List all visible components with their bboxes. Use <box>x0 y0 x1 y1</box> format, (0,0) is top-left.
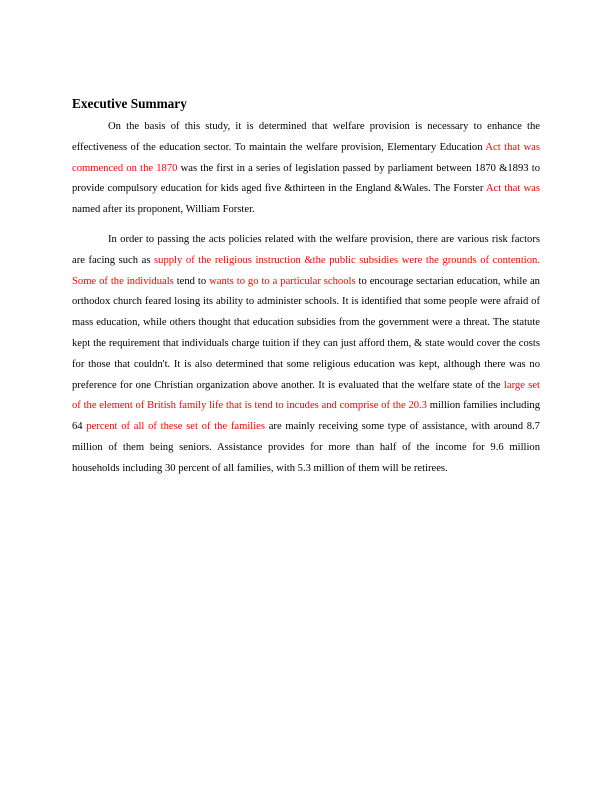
highlighted-text: Act that was commenced on the 1870 <box>72 141 540 174</box>
paragraph-1-run: was the first in a series of legislation passed by parliament between 1870 &1893 to provide compulsory education for kids aged five &thirteen in the England &Wales. The Forster <box>72 162 540 195</box>
section-heading: Executive Summary <box>72 96 187 111</box>
paragraph-2-run: are mainly receiving some type of assistance, with around 8.7 million of them being seniors. Assistance provides for more than half of the income for 9.6 million households including 30 percent of all families, with 5.3 million of them will be retirees. <box>72 421 540 474</box>
paragraph-2-run: In order to passing the acts policies related with the welfare provision, there are various risk factors are facing such as <box>72 233 540 266</box>
paragraph-1 <box>72 117 540 221</box>
paragraph-2-run: to encourage sectarian education, while an orthodox church feared losing its ability to administer schools. It is identified that some people were afraid of mass education, while others thought that education subsidies from the government were a threat. The statute kept the requirement that individuals charge tuition if they can just afford them, & state would cover the costs for those that couldn't. It is also determined that some religious education was kept, although there was no preference for one Christian organization above another. It is evaluated that the welfare state of the <box>72 275 540 391</box>
paragraph-1-run: named after its proponent, William Forster. <box>72 204 255 216</box>
highlighted-text: supply of the religious instruction &the public subsidies were the grounds of contention. Some of the individuals <box>72 254 540 287</box>
paragraph-2-run: tend to <box>173 275 210 287</box>
highlighted-text: wants to go to a particular schools <box>209 275 356 287</box>
highlighted-text: large set of the element of British family life that is tend to incudes and comprise of the 20.3 <box>72 379 540 412</box>
document-page <box>72 96 540 480</box>
paragraph-1-run: On the basis of this study, it is determined that welfare provision is necessary to enhance the effectiveness of the education sector. To maintain the welfare provision, Elementary Education <box>72 121 540 153</box>
paragraph-2 <box>72 230 540 480</box>
paragraph-2-run: million families including 64 <box>72 400 540 433</box>
highlighted-text: percent of all of these set of the families <box>86 421 265 433</box>
highlighted-text: Act that was <box>485 183 540 195</box>
